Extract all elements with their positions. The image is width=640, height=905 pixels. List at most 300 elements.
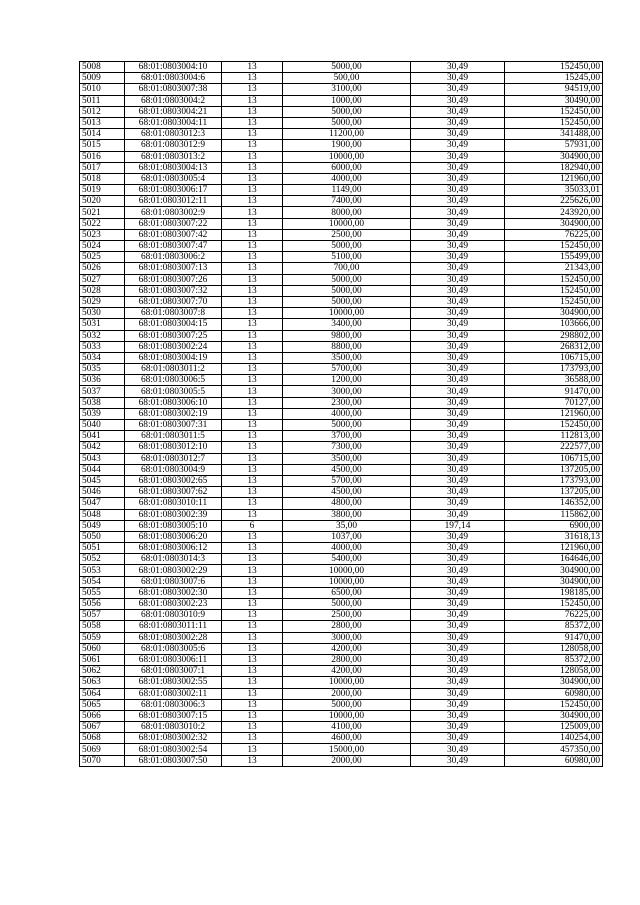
table-row [80,185,603,196]
cadastral-value-cell: 268312,00 [505,341,603,352]
table-row [80,464,603,475]
area-cell: 6000,00 [283,162,411,173]
specific-value-cell: 30,49 [411,677,505,688]
area-cell: 10000,00 [283,218,411,229]
cadastral-number-cell: 68:01:0803002:23 [125,599,222,610]
category-code-cell: 13 [222,364,283,375]
table-row [80,274,603,285]
cadastral-value-cell: 304900,00 [505,308,603,319]
area-cell: 15000,00 [283,744,411,755]
cadastral-number-cell: 68:01:0803007:70 [125,296,222,307]
area-cell: 2000,00 [283,755,411,766]
row-number-cell: 5060 [80,643,125,654]
cadastral-value-cell: 304900,00 [505,151,603,162]
row-number-cell: 5047 [80,498,125,509]
specific-value-cell: 30,49 [411,431,505,442]
area-cell: 5400,00 [283,554,411,565]
category-code-cell: 13 [222,632,283,643]
table-row [80,117,603,128]
table-row [80,341,603,352]
area-cell: 8800,00 [283,341,411,352]
specific-value-cell: 30,49 [411,531,505,542]
cadastral-number-cell: 68:01:0803002:54 [125,744,222,755]
table-row [80,84,603,95]
row-number-cell: 5009 [80,73,125,84]
cadastral-value-cell: 152450,00 [505,106,603,117]
cadastral-number-cell: 68:01:0803014:3 [125,554,222,565]
category-code-cell: 13 [222,84,283,95]
row-number-cell: 5023 [80,229,125,240]
specific-value-cell: 30,49 [411,95,505,106]
category-code-cell: 13 [222,666,283,677]
table-row [80,308,603,319]
row-number-cell: 5070 [80,755,125,766]
specific-value-cell: 30,49 [411,554,505,565]
row-number-cell: 5017 [80,162,125,173]
area-cell: 6500,00 [283,587,411,598]
row-number-cell: 5022 [80,218,125,229]
specific-value-cell: 30,49 [411,296,505,307]
area-cell: 5000,00 [283,599,411,610]
area-cell: 5000,00 [283,296,411,307]
area-cell: 4000,00 [283,173,411,184]
area-cell: 2800,00 [283,654,411,665]
cadastral-number-cell: 68:01:0803005:6 [125,643,222,654]
category-code-cell: 13 [222,420,283,431]
cadastral-number-cell: 68:01:0803005:5 [125,386,222,397]
specific-value-cell: 30,49 [411,610,505,621]
area-cell: 3500,00 [283,453,411,464]
table-row [80,576,603,587]
cadastral-number-cell: 68:01:0803006:12 [125,543,222,554]
category-code-cell: 13 [222,543,283,554]
cadastral-number-cell: 68:01:0803011:2 [125,364,222,375]
table-row [80,375,603,386]
cadastral-value-cell: 164646,00 [505,554,603,565]
row-number-cell: 5054 [80,576,125,587]
area-cell: 4600,00 [283,733,411,744]
category-code-cell: 13 [222,565,283,576]
row-number-cell: 5027 [80,274,125,285]
cadastral-value-cell: 457350,00 [505,744,603,755]
cadastral-value-cell: 182940,00 [505,162,603,173]
cadastral-value-cell: 225626,00 [505,196,603,207]
row-number-cell: 5037 [80,386,125,397]
cadastral-value-cell: 103666,00 [505,319,603,330]
area-cell: 5000,00 [283,699,411,710]
specific-value-cell: 30,49 [411,117,505,128]
cadastral-number-cell: 68:01:0803007:62 [125,487,222,498]
cadastral-number-cell: 68:01:0803002:29 [125,565,222,576]
table-row [80,364,603,375]
table-row [80,151,603,162]
table-row [80,296,603,307]
area-cell: 3700,00 [283,431,411,442]
row-number-cell: 5042 [80,442,125,453]
row-number-cell: 5045 [80,475,125,486]
row-number-cell: 5029 [80,296,125,307]
cadastral-number-cell: 68:01:0803004:15 [125,319,222,330]
table-row [80,285,603,296]
row-number-cell: 5058 [80,621,125,632]
table-row [80,710,603,721]
specific-value-cell: 30,49 [411,84,505,95]
area-cell: 5100,00 [283,252,411,263]
row-number-cell: 5021 [80,207,125,218]
table-row [80,531,603,542]
category-code-cell: 13 [222,688,283,699]
cadastral-value-cell: 125009,00 [505,722,603,733]
cadastral-number-cell: 68:01:0803002:11 [125,688,222,699]
category-code-cell: 13 [222,576,283,587]
specific-value-cell: 30,49 [411,185,505,196]
specific-value-cell: 30,49 [411,364,505,375]
cadastral-value-cell: 152450,00 [505,599,603,610]
table-row [80,632,603,643]
cadastral-value-cell: 304900,00 [505,677,603,688]
row-number-cell: 5059 [80,632,125,643]
row-number-cell: 5055 [80,587,125,598]
specific-value-cell: 30,49 [411,151,505,162]
row-number-cell: 5032 [80,330,125,341]
table-row [80,252,603,263]
area-cell: 10000,00 [283,308,411,319]
category-code-cell: 13 [222,531,283,542]
cadastral-number-cell: 68:01:0803002:65 [125,475,222,486]
table-row [80,475,603,486]
area-cell: 500,00 [283,73,411,84]
cadastral-value-cell: 152450,00 [505,420,603,431]
cadastral-value-cell: 137205,00 [505,464,603,475]
cadastral-number-cell: 68:01:0803004:2 [125,95,222,106]
table-row [80,677,603,688]
cadastral-value-cell: 243920,00 [505,207,603,218]
table-row [80,420,603,431]
cadastral-number-cell: 68:01:0803012:10 [125,442,222,453]
table-row [80,599,603,610]
area-cell: 10000,00 [283,576,411,587]
table-row [80,610,603,621]
specific-value-cell: 30,49 [411,599,505,610]
specific-value-cell: 30,49 [411,173,505,184]
row-number-cell: 5031 [80,319,125,330]
cadastral-number-cell: 68:01:0803007:1 [125,666,222,677]
specific-value-cell: 30,49 [411,397,505,408]
table-body [80,62,603,767]
specific-value-cell: 30,49 [411,442,505,453]
specific-value-cell: 30,49 [411,308,505,319]
table-row [80,330,603,341]
table-row [80,73,603,84]
area-cell: 4500,00 [283,487,411,498]
specific-value-cell: 197,14 [411,520,505,531]
table-row [80,487,603,498]
area-cell: 10000,00 [283,565,411,576]
specific-value-cell: 30,49 [411,587,505,598]
table-row [80,643,603,654]
category-code-cell: 13 [222,274,283,285]
cadastral-value-cell: 298802,00 [505,330,603,341]
area-cell: 1900,00 [283,140,411,151]
category-code-cell: 13 [222,755,283,766]
table-row [80,218,603,229]
row-number-cell: 5039 [80,408,125,419]
category-code-cell: 13 [222,408,283,419]
cadastral-number-cell: 68:01:0803006:5 [125,375,222,386]
specific-value-cell: 30,49 [411,229,505,240]
row-number-cell: 5016 [80,151,125,162]
area-cell: 2500,00 [283,610,411,621]
category-code-cell: 13 [222,442,283,453]
specific-value-cell: 30,49 [411,241,505,252]
cadastral-value-cell: 121960,00 [505,543,603,554]
table-row [80,196,603,207]
table-row [80,319,603,330]
cadastral-value-cell: 304900,00 [505,565,603,576]
category-code-cell: 13 [222,677,283,688]
cadastral-number-cell: 68:01:0803007:26 [125,274,222,285]
row-number-cell: 5013 [80,117,125,128]
cadastral-value-cell: 94519,00 [505,84,603,95]
category-code-cell: 13 [222,509,283,520]
specific-value-cell: 30,49 [411,252,505,263]
table-row [80,106,603,117]
table-row [80,207,603,218]
specific-value-cell: 30,49 [411,487,505,498]
row-number-cell: 5012 [80,106,125,117]
table-row [80,733,603,744]
specific-value-cell: 30,49 [411,106,505,117]
area-cell: 5700,00 [283,475,411,486]
cadastral-value-cell: 91470,00 [505,632,603,643]
row-number-cell: 5028 [80,285,125,296]
table-row [80,386,603,397]
table-row [80,565,603,576]
specific-value-cell: 30,49 [411,543,505,554]
cadastral-value-cell: 57931,00 [505,140,603,151]
category-code-cell: 13 [222,610,283,621]
specific-value-cell: 30,49 [411,710,505,721]
category-code-cell: 13 [222,654,283,665]
cadastral-number-cell: 68:01:0803002:55 [125,677,222,688]
row-number-cell: 5014 [80,129,125,140]
table-row [80,755,603,766]
specific-value-cell: 30,49 [411,140,505,151]
specific-value-cell: 30,49 [411,621,505,632]
category-code-cell: 13 [222,218,283,229]
specific-value-cell: 30,49 [411,162,505,173]
category-code-cell: 13 [222,106,283,117]
table-row [80,408,603,419]
table-row [80,352,603,363]
cadastral-number-cell: 68:01:0803007:32 [125,285,222,296]
cadastral-value-cell: 152450,00 [505,62,603,73]
cadastral-number-cell: 68:01:0803007:47 [125,241,222,252]
table-row [80,431,603,442]
row-number-cell: 5065 [80,699,125,710]
cadastral-number-cell: 68:01:0803005:10 [125,520,222,531]
area-cell: 2800,00 [283,621,411,632]
cadastral-number-cell: 68:01:0803004:19 [125,352,222,363]
row-number-cell: 5046 [80,487,125,498]
cadastral-number-cell: 68:01:0803011:11 [125,621,222,632]
row-number-cell: 5062 [80,666,125,677]
table-row [80,241,603,252]
area-cell: 10000,00 [283,151,411,162]
table-row [80,140,603,151]
specific-value-cell: 30,49 [411,408,505,419]
specific-value-cell: 30,49 [411,196,505,207]
cadastral-value-cell: 35033,01 [505,185,603,196]
cadastral-value-cell: 198185,00 [505,587,603,598]
cadastral-value-cell: 70127,00 [505,397,603,408]
cadastral-value-cell: 304900,00 [505,218,603,229]
area-cell: 9800,00 [283,330,411,341]
row-number-cell: 5069 [80,744,125,755]
area-cell: 8000,00 [283,207,411,218]
category-code-cell: 13 [222,352,283,363]
cadastral-value-cell: 6900,00 [505,520,603,531]
area-cell: 5000,00 [283,274,411,285]
area-cell: 4500,00 [283,464,411,475]
cadastral-number-cell: 68:01:0803012:3 [125,129,222,140]
category-code-cell: 13 [222,587,283,598]
specific-value-cell: 30,49 [411,129,505,140]
cadastral-number-cell: 68:01:0803007:31 [125,420,222,431]
row-number-cell: 5008 [80,62,125,73]
category-code-cell: 13 [222,710,283,721]
table-row [80,509,603,520]
cadastral-number-cell: 68:01:0803010:2 [125,722,222,733]
specific-value-cell: 30,49 [411,688,505,699]
category-code-cell: 13 [222,386,283,397]
row-number-cell: 5011 [80,95,125,106]
specific-value-cell: 30,49 [411,565,505,576]
category-code-cell: 13 [222,308,283,319]
row-number-cell: 5010 [80,84,125,95]
cadastral-number-cell: 68:01:0803007:38 [125,84,222,95]
row-number-cell: 5067 [80,722,125,733]
cadastral-number-cell: 68:01:0803006:3 [125,699,222,710]
specific-value-cell: 30,49 [411,643,505,654]
specific-value-cell: 30,49 [411,755,505,766]
area-cell: 5000,00 [283,241,411,252]
category-code-cell: 13 [222,341,283,352]
cadastral-number-cell: 68:01:0803010:9 [125,610,222,621]
cadastral-number-cell: 68:01:0803006:20 [125,531,222,542]
cadastral-value-cell: 128058,00 [505,643,603,654]
area-cell: 7300,00 [283,442,411,453]
table-row [80,229,603,240]
specific-value-cell: 30,49 [411,722,505,733]
table-row [80,543,603,554]
row-number-cell: 5053 [80,565,125,576]
cadastral-number-cell: 68:01:0803007:15 [125,710,222,721]
cadastral-value-cell: 121960,00 [505,173,603,184]
table-row [80,520,603,531]
cadastral-value-cell: 173793,00 [505,475,603,486]
table-row [80,666,603,677]
cadastral-value-cell: 152450,00 [505,241,603,252]
cadastral-number-cell: 68:01:0803007:50 [125,755,222,766]
row-number-cell: 5043 [80,453,125,464]
area-cell: 4000,00 [283,543,411,554]
area-cell: 4800,00 [283,498,411,509]
row-number-cell: 5019 [80,185,125,196]
cadastral-value-cell: 76225,00 [505,610,603,621]
category-code-cell: 13 [222,599,283,610]
category-code-cell: 13 [222,722,283,733]
cadastral-value-cell: 112813,00 [505,431,603,442]
specific-value-cell: 30,49 [411,699,505,710]
category-code-cell: 13 [222,319,283,330]
cadastral-number-cell: 68:01:0803002:28 [125,632,222,643]
row-number-cell: 5033 [80,341,125,352]
area-cell: 5000,00 [283,420,411,431]
category-code-cell: 13 [222,140,283,151]
area-cell: 7400,00 [283,196,411,207]
table-row [80,621,603,632]
area-cell: 700,00 [283,263,411,274]
specific-value-cell: 30,49 [411,263,505,274]
cadastral-value-table [79,61,603,767]
cadastral-value-cell: 152450,00 [505,699,603,710]
cadastral-number-cell: 68:01:0803002:39 [125,509,222,520]
specific-value-cell: 30,49 [411,453,505,464]
category-code-cell: 13 [222,285,283,296]
cadastral-number-cell: 68:01:0803002:19 [125,408,222,419]
cadastral-value-cell: 173793,00 [505,364,603,375]
specific-value-cell: 30,49 [411,285,505,296]
row-number-cell: 5015 [80,140,125,151]
category-code-cell: 13 [222,252,283,263]
table-row [80,263,603,274]
area-cell: 2300,00 [283,397,411,408]
cadastral-value-cell: 137205,00 [505,487,603,498]
cadastral-number-cell: 68:01:0803012:7 [125,453,222,464]
table-row [80,722,603,733]
table-row [80,744,603,755]
cadastral-value-cell: 121960,00 [505,408,603,419]
specific-value-cell: 30,49 [411,498,505,509]
table-row [80,129,603,140]
table-row [80,173,603,184]
row-number-cell: 5052 [80,554,125,565]
cadastral-number-cell: 68:01:0803006:10 [125,397,222,408]
area-cell: 1037,00 [283,531,411,542]
category-code-cell: 13 [222,744,283,755]
cadastral-number-cell: 68:01:0803007:13 [125,263,222,274]
category-code-cell: 13 [222,733,283,744]
cadastral-value-cell: 152450,00 [505,296,603,307]
row-number-cell: 5056 [80,599,125,610]
cadastral-number-cell: 68:01:0803006:2 [125,252,222,263]
row-number-cell: 5066 [80,710,125,721]
cadastral-number-cell: 68:01:0803006:11 [125,654,222,665]
cadastral-value-cell: 106715,00 [505,352,603,363]
row-number-cell: 5044 [80,464,125,475]
area-cell: 2500,00 [283,229,411,240]
row-number-cell: 5018 [80,173,125,184]
cadastral-number-cell: 68:01:0803006:17 [125,185,222,196]
cadastral-number-cell: 68:01:0803004:9 [125,464,222,475]
area-cell: 4000,00 [283,408,411,419]
row-number-cell: 5051 [80,543,125,554]
row-number-cell: 5030 [80,308,125,319]
area-cell: 2000,00 [283,688,411,699]
cadastral-value-cell: 146352,00 [505,498,603,509]
specific-value-cell: 30,49 [411,330,505,341]
